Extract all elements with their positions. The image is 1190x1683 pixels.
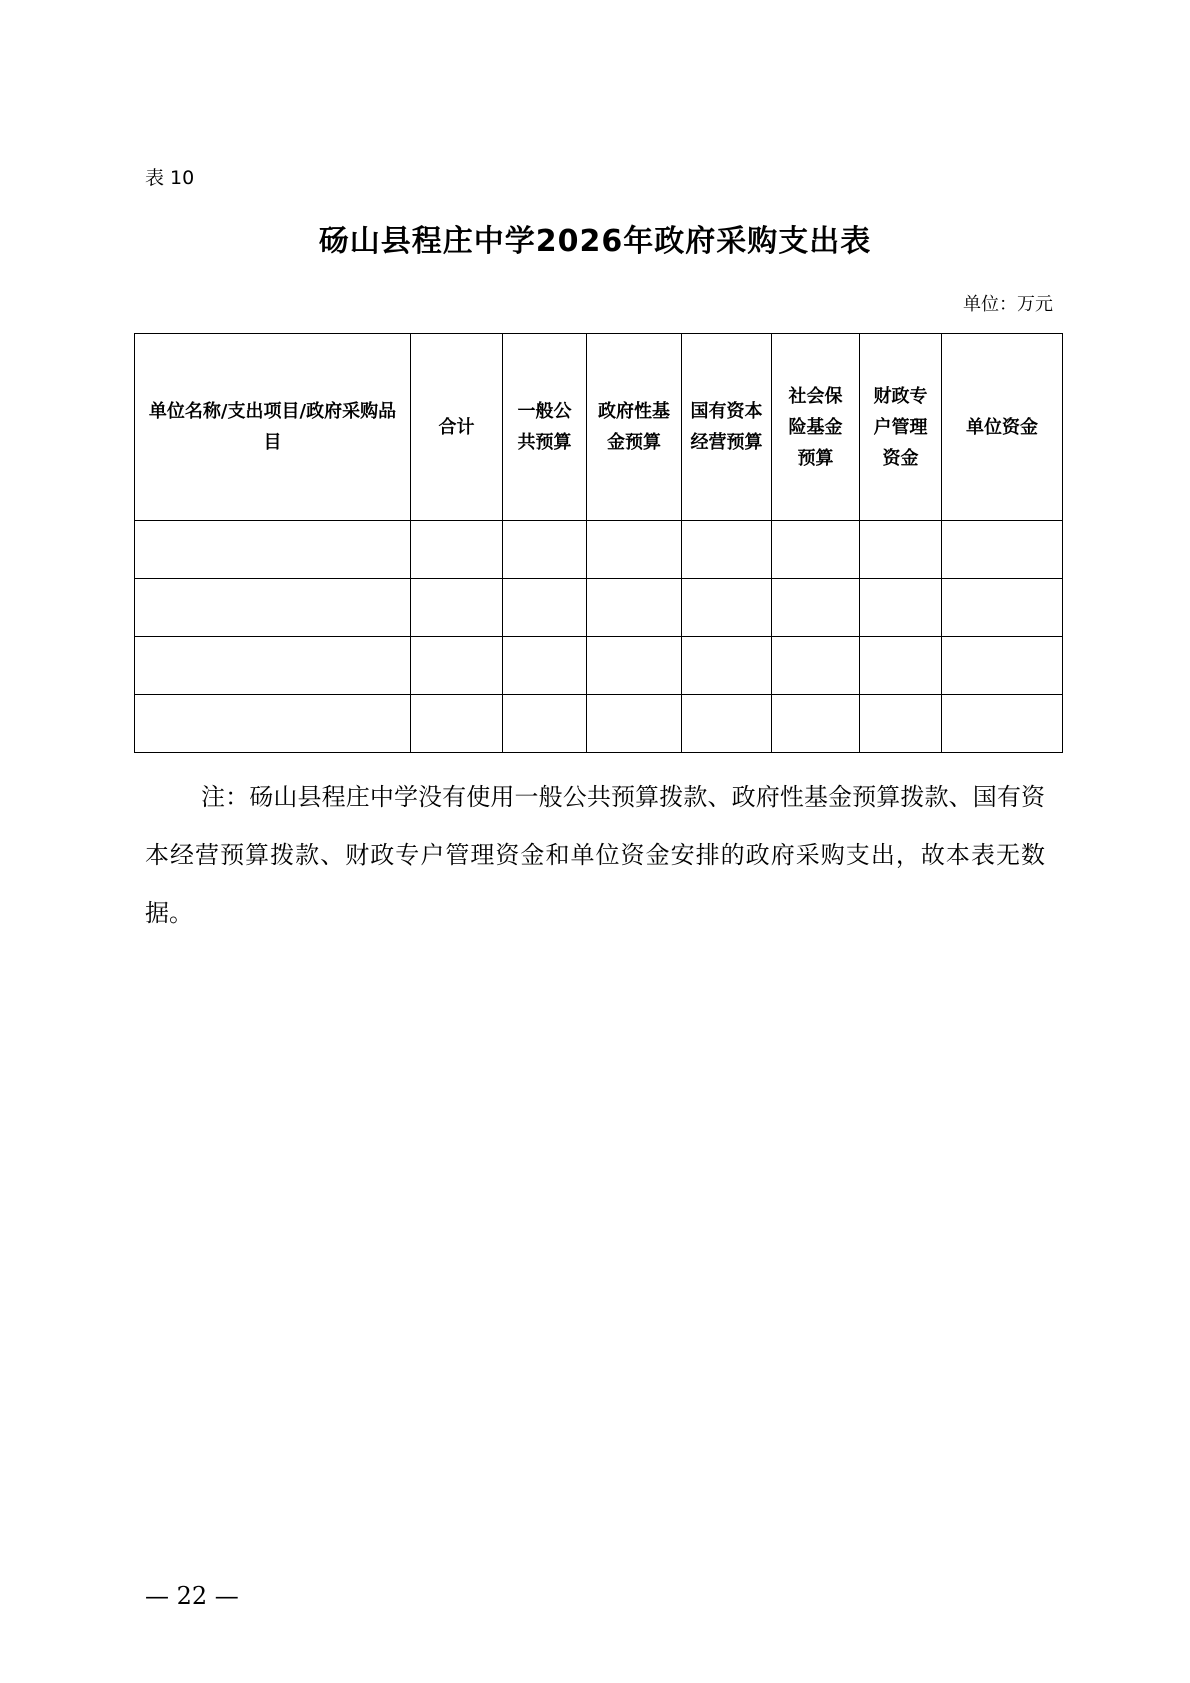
table-row — [135, 521, 1063, 579]
header-general-budget: 一般公共预算 — [503, 334, 587, 521]
table-cell — [682, 521, 772, 579]
header-social-insurance-budget: 社会保险基金预算 — [772, 334, 860, 521]
table-cell — [503, 521, 587, 579]
header-unit-name: 单位名称/支出项目/政府采购品目 — [135, 334, 411, 521]
table-cell — [860, 637, 942, 695]
header-unit-funds: 单位资金 — [942, 334, 1063, 521]
table-cell — [772, 521, 860, 579]
table-cell — [411, 579, 503, 637]
table-cell — [587, 637, 682, 695]
table-cell — [135, 695, 411, 753]
table-number: 表 10 — [145, 167, 195, 189]
table-cell — [772, 637, 860, 695]
table-header-row — [135, 334, 1063, 521]
unit-label: 单位：万元 — [963, 294, 1053, 315]
page-number: — 22 — — [145, 1582, 239, 1610]
table-cell — [942, 579, 1063, 637]
table-cell — [942, 521, 1063, 579]
table-cell — [942, 695, 1063, 753]
table-cell — [942, 637, 1063, 695]
table-cell — [772, 579, 860, 637]
table-cell — [503, 695, 587, 753]
table-cell — [682, 579, 772, 637]
table-cell — [682, 637, 772, 695]
table-cell — [682, 695, 772, 753]
table-cell — [860, 579, 942, 637]
header-fiscal-special-account: 财政专户管理资金 — [860, 334, 942, 521]
table-row — [135, 579, 1063, 637]
table-cell — [503, 637, 587, 695]
table-row — [135, 637, 1063, 695]
table-cell — [411, 695, 503, 753]
header-total: 合计 — [411, 334, 503, 521]
header-state-capital-budget: 国有资本经营预算 — [682, 334, 772, 521]
table-row — [135, 695, 1063, 753]
table-cell — [860, 521, 942, 579]
note-text: 注：砀山县程庄中学没有使用一般公共预算拨款、政府性基金预算拨款、国有资本经营预算拨款、财政专户管理资金和单位资金安排的政府采购支出，故本表无数据。 — [145, 783, 1045, 927]
procurement-table — [134, 333, 1063, 753]
page-title: 砀山县程庄中学2026年政府采购支出表 — [318, 224, 872, 259]
table-cell — [587, 695, 682, 753]
table-cell — [587, 521, 682, 579]
header-gov-fund-budget: 政府性基金预算 — [587, 334, 682, 521]
table-cell — [135, 637, 411, 695]
table-cell — [135, 579, 411, 637]
table-cell — [503, 579, 587, 637]
table-cell — [860, 695, 942, 753]
table-cell — [772, 695, 860, 753]
table-cell — [411, 521, 503, 579]
table-cell — [587, 579, 682, 637]
table-cell — [135, 521, 411, 579]
table-cell — [411, 637, 503, 695]
